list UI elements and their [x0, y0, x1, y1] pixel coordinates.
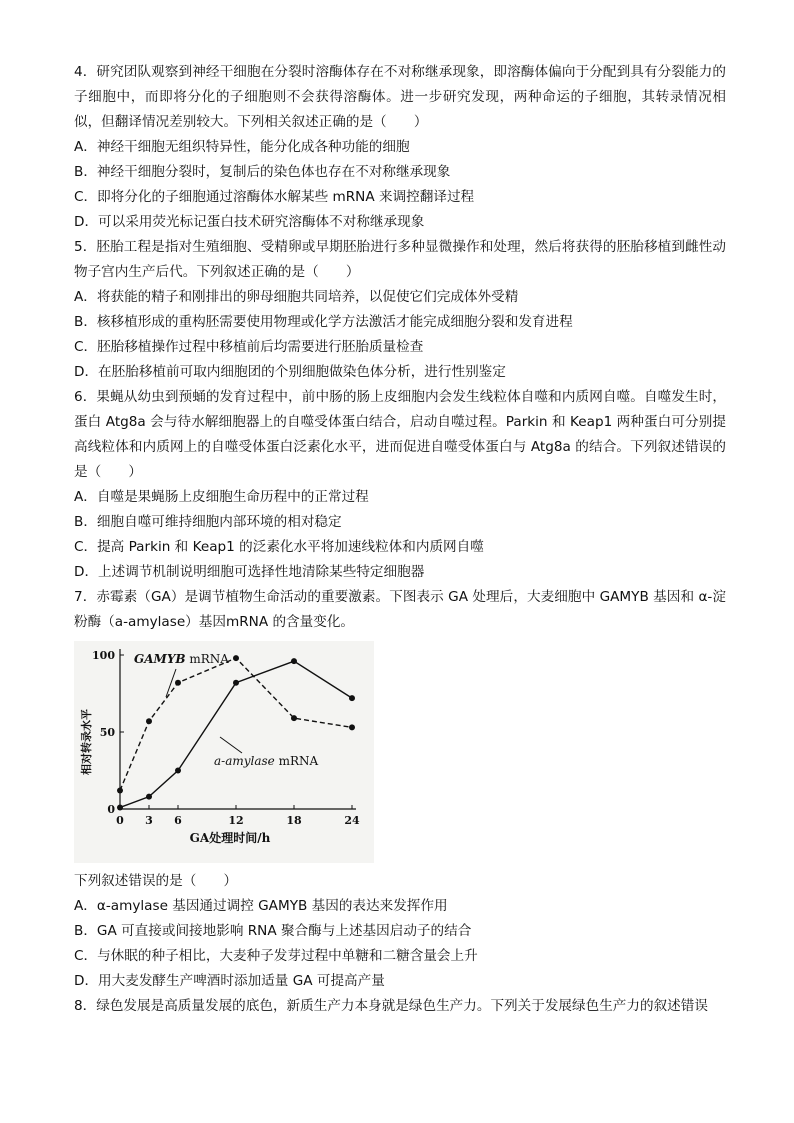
gamyb-data-point — [117, 788, 123, 794]
x-axis-label: GA处理时间/h — [189, 831, 271, 845]
y-tick-label: 50 — [99, 726, 115, 739]
chart-labels — [79, 649, 360, 845]
x-tick-label: 18 — [286, 814, 302, 827]
question-stem-tail: 下列叙述错误的是（ ） — [74, 873, 238, 889]
option-a: A．神经干细胞无组织特异性，能分化成各种功能的细胞 — [74, 139, 410, 155]
mrna-line-chart — [74, 641, 374, 863]
option-a: A．α-amylase 基因通过调控 GAMYB 基因的表达来发挥作用 — [74, 898, 448, 914]
amylase-data-point — [175, 768, 181, 774]
gamyb-data-point — [175, 680, 181, 686]
option-c: C．提高 Parkin 和 Keap1 的泛素化水平将加速线粒体和内质网自噬 — [74, 539, 484, 555]
chart-series — [117, 655, 355, 810]
gamyb-leader-line — [166, 669, 176, 697]
y-tick-label: 100 — [92, 649, 115, 662]
x-tick-label: 12 — [228, 814, 244, 827]
question-8 — [74, 994, 726, 1019]
option-c: C．与休眠的种子相比，大麦种子发芽过程中单糖和二糖含量会上升 — [74, 948, 478, 964]
gamyb-series-line — [120, 658, 352, 790]
option-b: B．核移植形成的重构胚需要使用物理或化学方法激活才能完成细胞分裂和发育进程 — [74, 314, 573, 330]
amylase-data-point — [233, 680, 239, 686]
x-tick-label: 0 — [116, 814, 124, 827]
option-b: B．GA 可直接或间接地影响 RNA 聚合酶与上述基因启动子的结合 — [74, 923, 472, 939]
y-tick-label: 0 — [107, 803, 115, 816]
question-5 — [74, 235, 726, 385]
gamyb-data-point — [291, 715, 297, 721]
x-tick-label: 6 — [174, 814, 182, 827]
option-d: D．在胚胎移植前可取内细胞团的个别细胞做染色体分析，进行性别鉴定 — [74, 364, 506, 380]
x-tick-label: 3 — [145, 814, 153, 827]
question-7 — [74, 585, 726, 994]
amylase-data-point — [349, 695, 355, 701]
option-d: D．可以采用荧光标记蛋白技术研究溶酶体不对称继承现象 — [74, 214, 425, 230]
question-stem: 4．研究团队观察到神经干细胞在分裂时溶酶体存在不对称继承现象，即溶酶体偏向于分配到具有分裂能力的子细胞中，而即将分化的子细胞则不会获得溶酶体。进一步研究发现，两种命运的子细胞，其转录情况相似，但翻译情况差别较大。下列相关叙述正确的是（ ） — [74, 64, 726, 130]
y-axis-label: 相对转录水平 — [80, 709, 93, 775]
question-4 — [74, 60, 726, 235]
gamyb-data-point — [233, 655, 239, 661]
question-stem: 5．胚胎工程是指对生殖细胞、受精卵或早期胚胎进行多种显微操作和处理，然后将获得的胚胎移植到雌性动物子宫内生产后代。下列叙述正确的是（ ） — [74, 239, 726, 280]
chart-axes — [120, 649, 356, 809]
amylase-data-point — [291, 658, 297, 664]
gamyb-data-point — [349, 724, 355, 730]
option-d: D．用大麦发酵生产啤酒时添加适量 GA 可提高产量 — [74, 973, 385, 989]
option-b: B．神经干细胞分裂时，复制后的染色体也存在不对称继承现象 — [74, 164, 451, 180]
option-d: D．上述调节机制说明细胞可选择性地清除某些特定细胞器 — [74, 564, 425, 580]
option-a: A．自噬是果蝇肠上皮细胞生命历程中的正常过程 — [74, 489, 369, 505]
amylase-data-point — [117, 804, 123, 810]
question-stem: 7．赤霉素（GA）是调节植物生命活动的重要激素。下图表示 GA 处理后，大麦细胞中 GAMYB 基因和 α-淀粉酶（a-amylase）基因mRNA 的含量变化。 — [74, 589, 726, 630]
question-stem: 8．绿色发展是高质量发展的底色，新质生产力本身就是绿色生产力。下列关于发展绿色生产力的叙述错误 — [74, 998, 708, 1014]
amylase-data-point — [146, 794, 152, 800]
option-c: C．即将分化的子细胞通过溶酶体水解某些 mRNA 来调控翻译过程 — [74, 189, 475, 205]
question-6 — [74, 385, 726, 585]
option-c: C．胚胎移植操作过程中移植前后均需要进行胚胎质量检查 — [74, 339, 424, 355]
option-a: A．将获能的精子和刚排出的卵母细胞共同培养，以促使它们完成体外受精 — [74, 289, 519, 305]
gamyb-series-label: GAMYB mRNA — [134, 652, 229, 666]
exam-page — [74, 60, 726, 1019]
question-stem: 6．果蝇从幼虫到预蛹的发育过程中，前中肠的肠上皮细胞内会发生线粒体自噬和内质网自噬。自噬发生时，蛋白 Atg8a 会与待水解细胞器上的自噬受体蛋白结合，启动自噬过程。Parkin 和 Keap1 两种蛋白可分别提高线粒体和内质网上的自噬受体蛋白泛素化水平，进而促进自噬受体蛋白与 Atg8a 的结合。下列叙述错误的是（ ） — [74, 389, 726, 480]
x-tick-label: 24 — [344, 814, 360, 827]
amylase-series-label: a-amylase mRNA — [214, 754, 319, 768]
gamyb-data-point — [146, 718, 152, 724]
option-b: B．细胞自噬可维持细胞内部环境的相对稳定 — [74, 514, 342, 530]
mrna-chart-figure — [74, 641, 374, 863]
amylase-leader-line — [220, 737, 242, 753]
